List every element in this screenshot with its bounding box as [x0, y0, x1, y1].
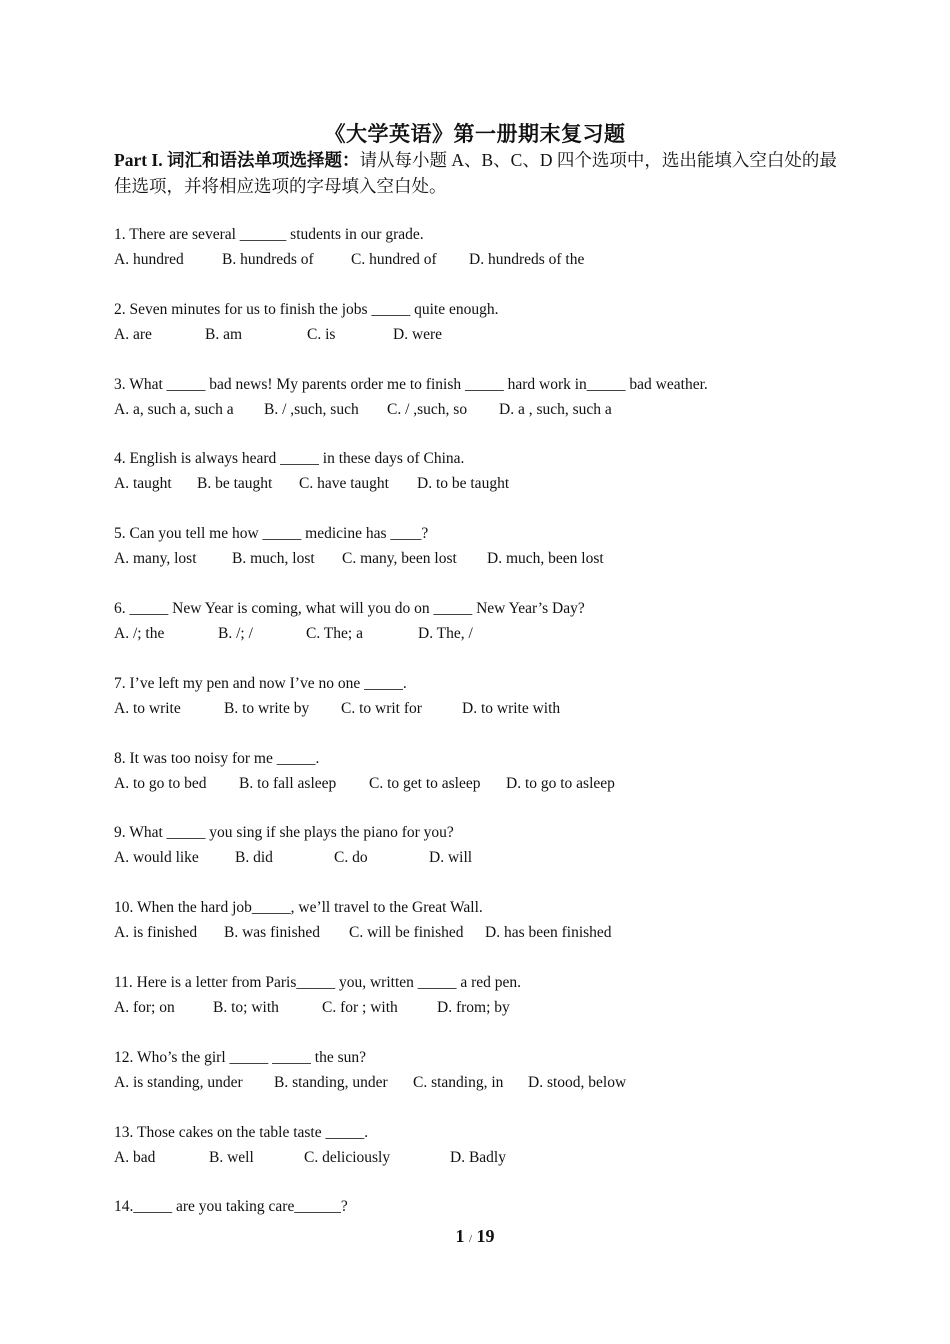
question-stem: 5. Can you tell me how _____ medicine has ____? [114, 525, 429, 543]
option-b: B. much, lost [232, 550, 315, 568]
option-d: D. were [393, 325, 443, 343]
page-separator: / [468, 1233, 473, 1245]
option-b: B. /; / [218, 624, 253, 642]
option-a: A. is finished [114, 924, 198, 942]
question-item [114, 222, 854, 297]
option-b: B. to write by [224, 699, 310, 717]
question-item [114, 446, 854, 521]
question-item [114, 970, 854, 1045]
question-item [114, 895, 854, 970]
option-d: D. hundreds of the [469, 251, 585, 268]
option-b: B. / ,such, such [264, 400, 359, 418]
question-stem: 10. When the hard job_____, we’ll travel to the Great Wall. [114, 899, 483, 917]
question-item [114, 297, 854, 372]
option-d: D. much, been lost [487, 550, 604, 568]
option-a: A. /; the [114, 624, 165, 642]
option-b: B. hundreds of [222, 251, 314, 268]
page-title: 《大学英语》第一册期末复习题 [324, 122, 626, 146]
option-a: A. for; on [114, 998, 175, 1016]
question-item [114, 671, 854, 746]
page-number [0, 1226, 950, 1247]
question-item [114, 372, 854, 447]
question-options [114, 322, 854, 347]
option-c: C. hundred of [351, 251, 437, 268]
question-stem: 13. Those cakes on the table taste _____. [114, 1123, 369, 1141]
option-a: A. a, such a, such a [114, 400, 234, 418]
question-options [114, 771, 854, 796]
option-b: B. to fall asleep [239, 774, 337, 792]
option-d: D. The, / [418, 624, 473, 642]
question-options [114, 471, 854, 496]
question-item [114, 596, 854, 671]
option-a: A. is standing, under [114, 1073, 243, 1091]
option-c: C. is [307, 325, 336, 343]
question-options [114, 546, 854, 571]
option-a: A. would like [114, 849, 199, 867]
question-stem: 7. I’ve left my pen and now I’ve no one _____. [114, 674, 407, 692]
section-intro [114, 147, 844, 199]
section-label: Part I. 词汇和语法单项选择题： [114, 150, 360, 170]
option-d: D. from; by [437, 998, 510, 1016]
option-c: C. have taught [299, 475, 389, 493]
option-b: B. well [209, 1148, 254, 1166]
question-stem: 8. It was too noisy for me _____. [114, 749, 320, 767]
option-d: D. stood, below [528, 1073, 627, 1091]
option-c: C. to writ for [341, 699, 422, 717]
option-c: C. The; a [306, 624, 363, 642]
question-item [114, 746, 854, 821]
option-c: C. standing, in [413, 1073, 504, 1091]
question-stem: 12. Who’s the girl _____ _____ the sun? [114, 1048, 366, 1066]
option-c: C. to get to asleep [369, 774, 481, 792]
question-stem: 3. What _____ bad news! My parents order me to finish _____ hard work in_____ bad weather. [114, 375, 708, 393]
option-b: B. standing, under [274, 1073, 388, 1091]
option-c: C. many, been lost [342, 550, 457, 568]
question-options [114, 247, 854, 272]
question-options [114, 920, 854, 945]
question-options [114, 995, 854, 1020]
option-a: A. to write [114, 699, 181, 717]
option-a: A. many, lost [114, 550, 197, 568]
option-c: C. for ; with [322, 998, 398, 1016]
option-a: A. bad [114, 1148, 156, 1166]
option-c: C. will be finished [349, 924, 464, 942]
question-options [114, 696, 854, 721]
question-stem: 1. There are several ______ students in our grade. [114, 226, 424, 243]
question-options [114, 621, 854, 646]
option-a: A. to go to bed [114, 774, 207, 792]
question-stem: 9. What _____ you sing if she plays the piano for you? [114, 824, 454, 842]
option-b: B. was finished [224, 924, 321, 942]
question-item [114, 1120, 854, 1195]
question-stem: 6. _____ New Year is coming, what will you do on _____ New Year’s Day? [114, 599, 585, 617]
option-b: B. am [205, 325, 243, 343]
total-pages: 19 [476, 1226, 495, 1246]
option-d: D. to be taught [417, 475, 510, 493]
option-d: D. Badly [450, 1148, 506, 1166]
question-item [114, 820, 854, 895]
question-stem: 2. Seven minutes for us to finish the jobs _____ quite enough. [114, 300, 499, 318]
option-c: C. deliciously [304, 1148, 391, 1166]
option-c: C. / ,such, so [387, 400, 468, 418]
option-b: B. did [235, 849, 273, 867]
question-item [114, 1045, 854, 1120]
question-options [114, 1145, 854, 1170]
option-a: A. hundred [114, 251, 184, 268]
question-list [114, 222, 854, 1269]
option-a: A. are [114, 325, 152, 343]
question-options [114, 397, 854, 422]
option-d: D. a , such, such a [499, 400, 612, 418]
option-b: B. be taught [197, 475, 273, 493]
question-options [114, 1070, 854, 1095]
section-instructions: 请从每小题 A、B、C、D 四个选项中，选出能填入空白处的最佳选项，并将相应选项的字母填入空白处。 [114, 150, 837, 196]
option-b: B. to; with [213, 998, 279, 1016]
current-page: 1 [455, 1226, 465, 1246]
question-options [114, 845, 854, 870]
option-d: D. to write with [462, 699, 561, 717]
option-c: C. do [334, 849, 368, 867]
option-d: D. to go to asleep [506, 774, 615, 792]
question-stem: 4. English is always heard _____ in these days of China. [114, 450, 465, 468]
question-stem: 11. Here is a letter from Paris_____ you, written _____ a red pen. [114, 973, 522, 991]
question-item [114, 521, 854, 596]
question-stem: 14._____ are you taking care______? [114, 1198, 348, 1216]
option-a: A. taught [114, 475, 172, 493]
option-d: D. will [429, 849, 473, 867]
option-d: D. has been finished [485, 924, 612, 942]
